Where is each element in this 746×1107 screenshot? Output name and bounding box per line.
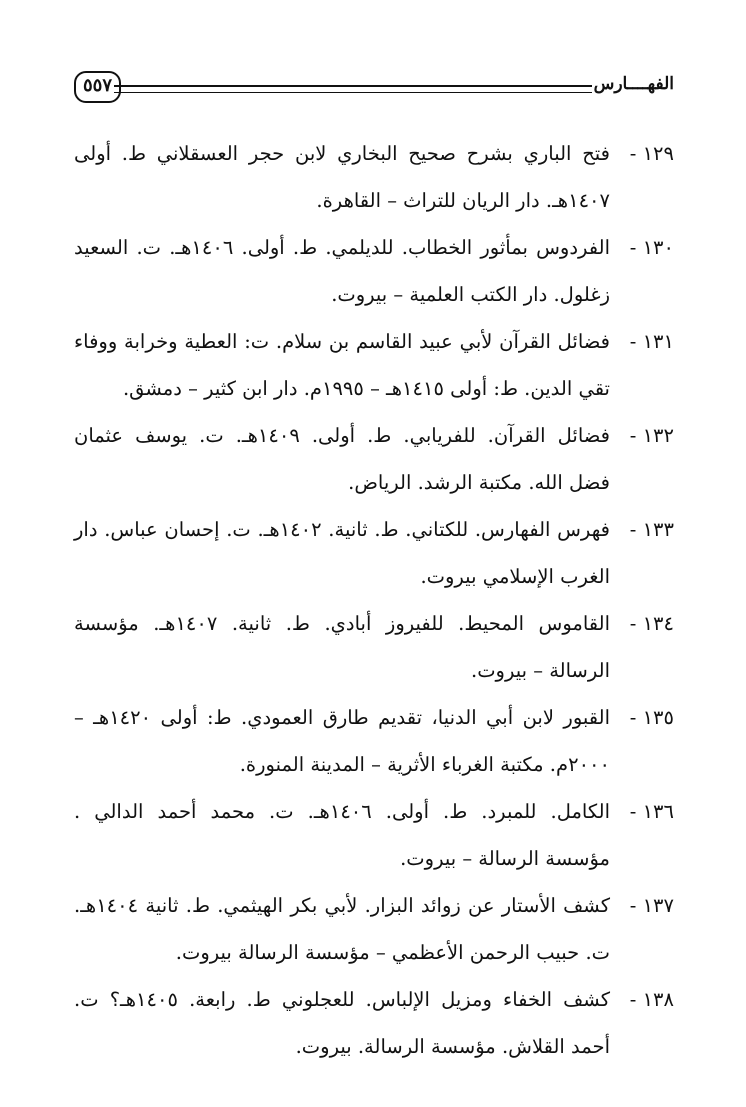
entry-number: ١٣٨ - xyxy=(629,988,674,1011)
bibliography-entry xyxy=(74,788,674,882)
page-header xyxy=(74,70,674,106)
bibliography-entry xyxy=(74,318,674,412)
entry-number: ١٣٧ - xyxy=(629,894,674,917)
page-number: ٥٥٧ xyxy=(74,71,121,103)
bibliography-entry xyxy=(74,694,674,788)
entry-number: ١٣١ - xyxy=(629,330,674,353)
bibliography-entry xyxy=(74,130,674,224)
bibliography-entry xyxy=(74,600,674,694)
entry-number: ١٣٠ - xyxy=(629,236,674,259)
entry-text: كشف الخفاء ومزيل الإلباس. للعجلوني ط. رابعة. ١٤٠٥هـ؟ ت. أحمد القلاش. مؤسسة الرسالة. بيروت. xyxy=(74,988,610,1058)
entry-text: الكامل. للمبرد. ط. أولى. ١٤٠٦هـ. ت. محمد أحمد الدالي . مؤسسة الرسالة – بيروت. xyxy=(74,800,611,870)
running-title: الفهــــارس xyxy=(593,74,674,94)
entry-text: القبور لابن أبي الدنيا، تقديم طارق العمودي. ط: أولى ١٤٢٠هـ – ٢٠٠٠م. مكتبة الغرباء الأثرية – المدينة المنورة. xyxy=(74,706,610,776)
bibliography-entry xyxy=(74,506,674,600)
bibliography-entry xyxy=(74,976,674,1070)
entry-text: القاموس المحيط. للفيروز أبادي. ط. ثانية. ١٤٠٧هـ. مؤسسة الرسالة – بيروت. xyxy=(74,612,610,682)
entry-text: فتح الباري بشرح صحيح البخاري لابن حجر العسقلاني ط. أولى ١٤٠٧هـ. دار الريان للتراث – القاهرة. xyxy=(74,142,610,212)
entry-number: ١٢٩ - xyxy=(629,142,674,165)
entry-text: الفردوس بمأثور الخطاب. للديلمي. ط. أولى. ١٤٠٦هـ. ت. السعيد زغلول. دار الكتب العلمية – بيروت. xyxy=(74,236,610,306)
entry-text: كشف الأستار عن زوائد البزار. لأبي بكر الهيثمي. ط. ثانية ١٤٠٤هـ. ت. حبيب الرحمن الأعظمي – مؤسسة الرسالة بيروت. xyxy=(74,894,610,964)
entry-number: ١٣٣ - xyxy=(629,518,674,541)
entry-text: فضائل القرآن. للفريابي. ط. أولى. ١٤٠٩هـ. ت. يوسف عثمان فضل الله. مكتبة الرشد. الرياض. xyxy=(74,424,610,494)
header-rule xyxy=(114,85,592,93)
entry-number: ١٣٦ - xyxy=(629,800,674,823)
entry-text: فضائل القرآن لأبي عبيد القاسم بن سلام. ت: العطية وخرابة ووفاء تقي الدين. ط: أولى ١٤١٥هـ – ١٩٩٥م. دار ابن كثير – دمشق. xyxy=(74,330,610,400)
entry-text: فهرس الفهارس. للكتاني. ط. ثانية. ١٤٠٢هـ. ت. إحسان عباس. دار الغرب الإسلامي بيروت. xyxy=(74,518,611,588)
entry-number: ١٣٥ - xyxy=(629,706,674,729)
bibliography-list xyxy=(74,130,674,1070)
bibliography-entry xyxy=(74,882,674,976)
bibliography-entry xyxy=(74,412,674,506)
entry-number: ١٣٢ - xyxy=(629,424,674,447)
entry-number: ١٣٤ - xyxy=(629,612,674,635)
bibliography-entry xyxy=(74,224,674,318)
